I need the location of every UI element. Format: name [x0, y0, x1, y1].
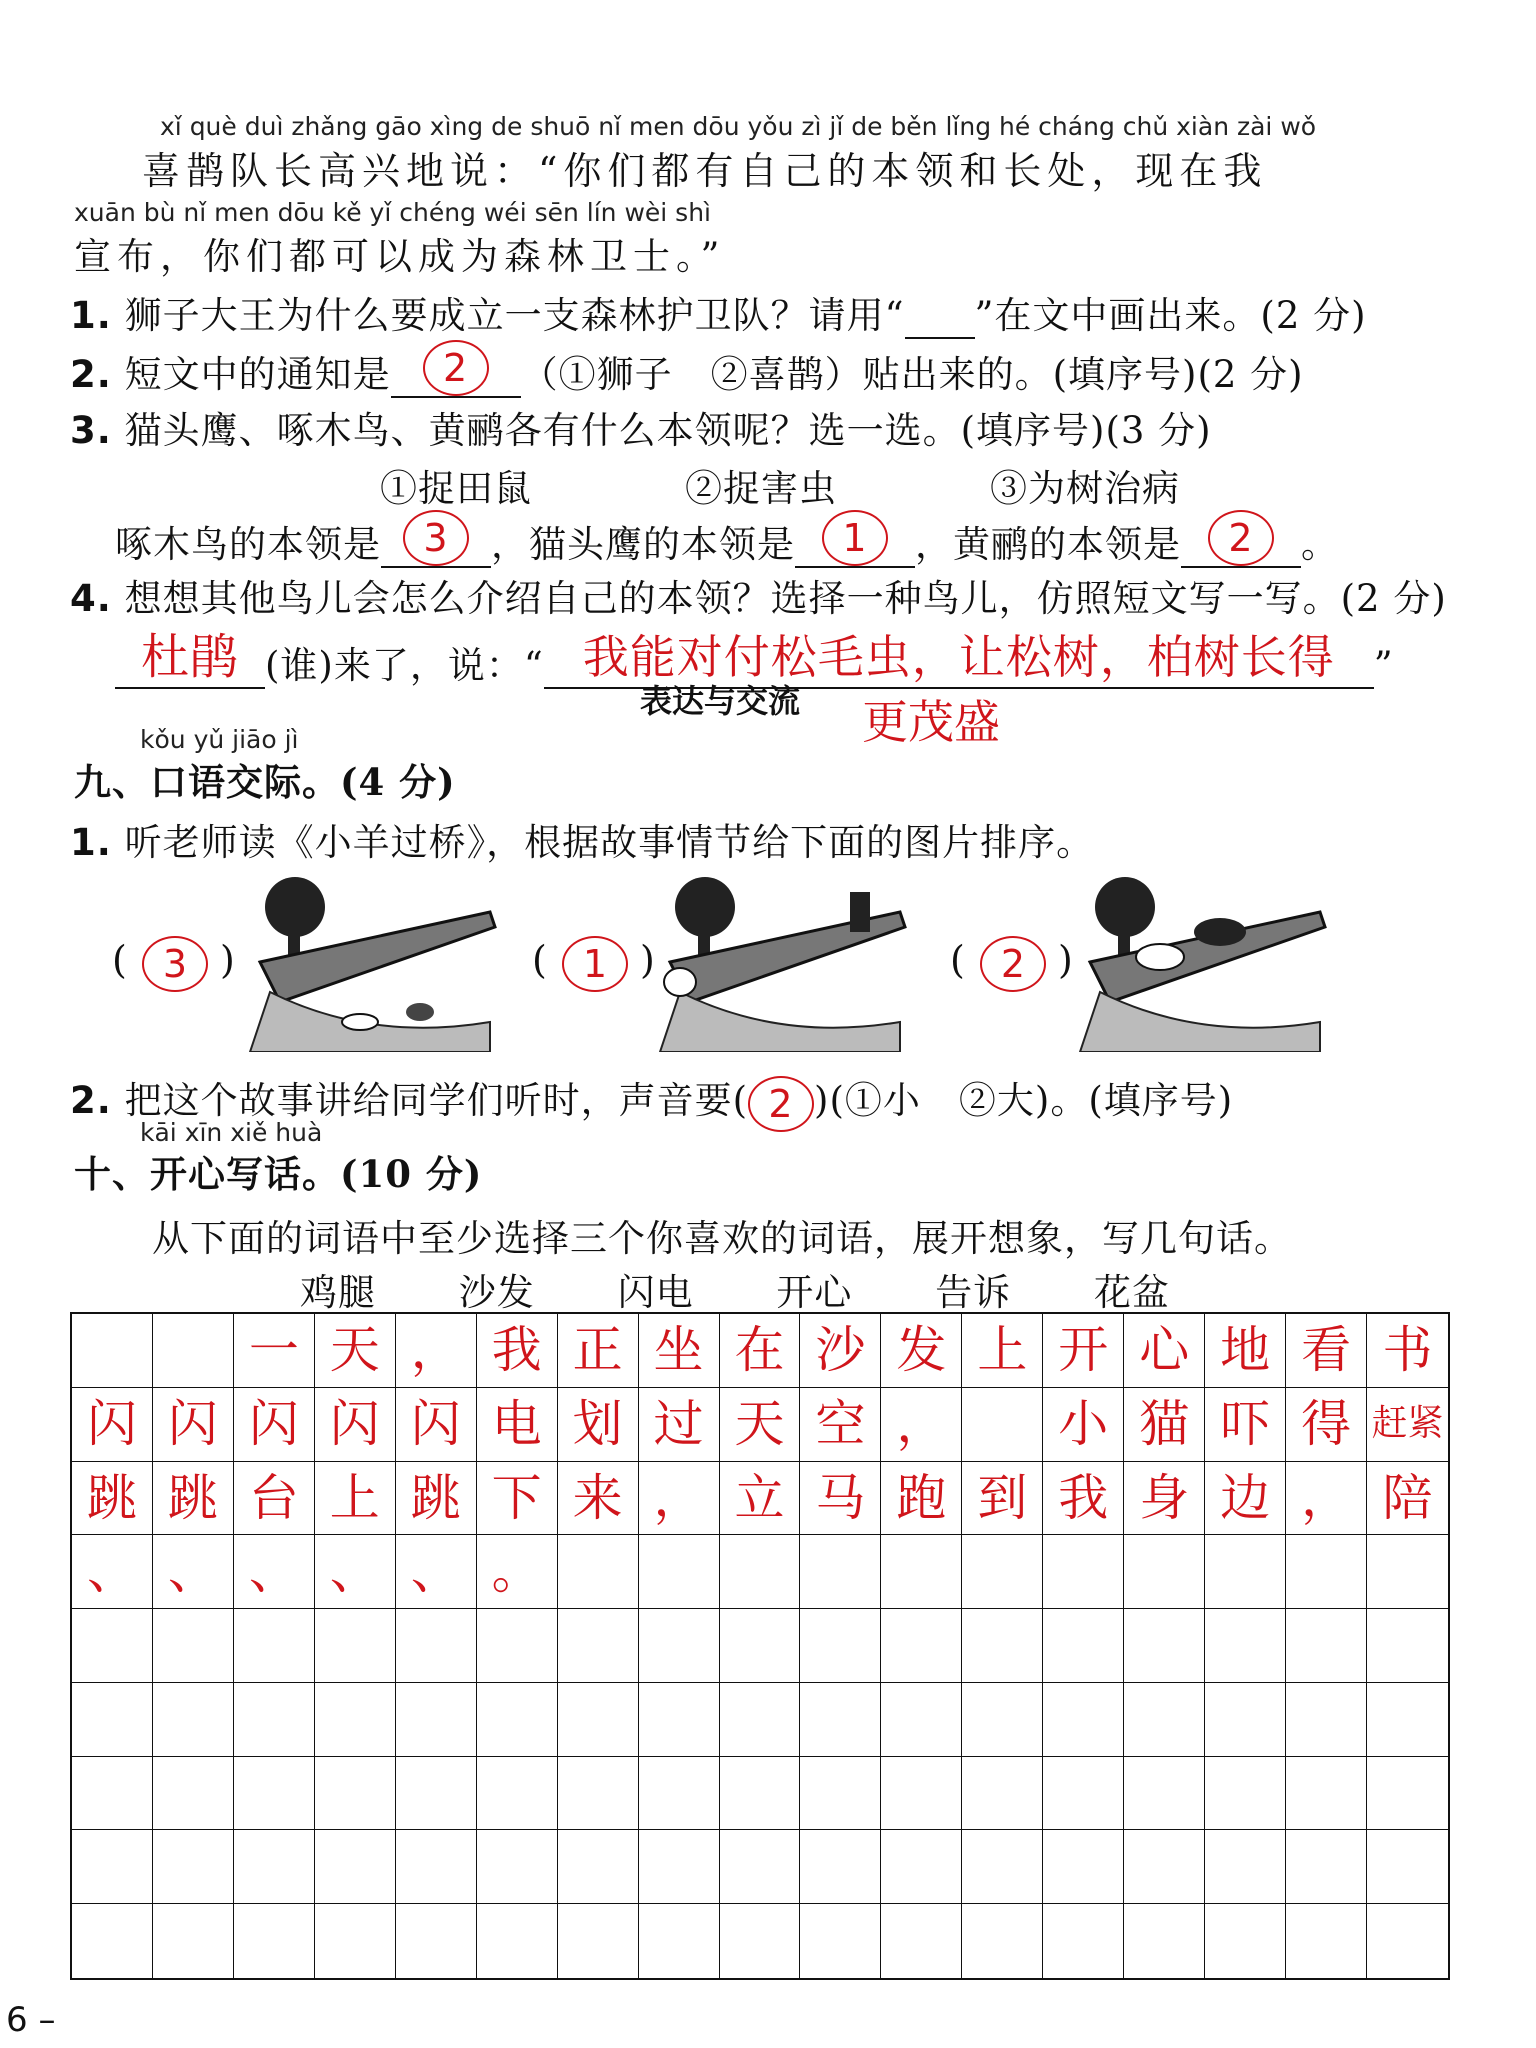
s10-word-list — [300, 1262, 1170, 1316]
grid-cell[interactable]: 跳 — [72, 1462, 153, 1536]
grid-cell[interactable] — [962, 1757, 1043, 1831]
grid-cell[interactable] — [1124, 1904, 1205, 1978]
word-5: 告诉 — [935, 1271, 1012, 1314]
q2-answer-blank — [391, 340, 521, 398]
grid-cell[interactable] — [639, 1757, 720, 1831]
grid-cell[interactable] — [315, 1609, 396, 1683]
grid-cell[interactable] — [1043, 1535, 1124, 1609]
q3-blank-c — [1181, 510, 1301, 568]
grid-cell[interactable] — [396, 1830, 477, 1904]
grid-cell[interactable] — [153, 1683, 234, 1757]
question-2 — [70, 340, 1304, 398]
grid-cell[interactable]: 在 — [720, 1314, 801, 1388]
q3-blank-a — [381, 510, 491, 568]
q3-answer-b: 1 — [822, 510, 888, 566]
q3-fill-b: ，猫头鹰的本领是 — [491, 523, 795, 566]
grid-cell[interactable] — [396, 1683, 477, 1757]
grid-cell[interactable] — [1043, 1904, 1124, 1978]
grid-cell[interactable] — [477, 1757, 558, 1831]
s9-q2-text-b: )(①小 ②大)。(填序号) — [814, 1079, 1234, 1122]
grid-cell[interactable]: 天 — [315, 1314, 396, 1388]
word-2: 沙发 — [458, 1271, 535, 1314]
grid-cell[interactable] — [153, 1314, 234, 1388]
q2-number: 2. — [70, 353, 112, 396]
grid-cell[interactable] — [315, 1904, 396, 1978]
grid-cell[interactable] — [881, 1757, 962, 1831]
grid-cell[interactable] — [72, 1609, 153, 1683]
grid-cell[interactable] — [962, 1830, 1043, 1904]
picture-1-answer: 3 — [142, 936, 208, 992]
grid-cell[interactable] — [1205, 1757, 1286, 1831]
grid-cell[interactable] — [1286, 1830, 1367, 1904]
word-4: 开心 — [776, 1271, 853, 1314]
grid-cell[interactable]: ， — [1286, 1462, 1367, 1536]
grid-cell[interactable] — [800, 1830, 881, 1904]
grid-cell[interactable] — [1367, 1904, 1448, 1978]
q3-option-1: ①捉田鼠 — [380, 467, 532, 510]
q3-options — [380, 458, 1180, 512]
grid-cell[interactable]: 猫 — [1124, 1388, 1205, 1462]
q4-number: 4. — [70, 577, 112, 620]
grid-cell[interactable] — [639, 1609, 720, 1683]
grid-cell[interactable]: 身 — [1124, 1462, 1205, 1536]
grid-cell[interactable]: 得 — [1286, 1388, 1367, 1462]
question-4 — [70, 568, 1447, 622]
s9-q2-number: 2. — [70, 1079, 112, 1122]
grid-cell[interactable] — [800, 1609, 881, 1683]
sheep-bridge-illustration-2 — [650, 872, 910, 1052]
q3-number: 3. — [70, 409, 112, 452]
s10-instruction: 从下面的词语中至少选择三个你喜欢的词语，展开想象，写几句话。 — [152, 1217, 1292, 1260]
grid-cell[interactable]: 赶紧 — [1367, 1388, 1448, 1462]
grid-cell[interactable] — [962, 1609, 1043, 1683]
q4-bird: 杜鹃 — [115, 618, 265, 689]
grid-cell[interactable] — [477, 1830, 558, 1904]
grid-cell[interactable] — [1205, 1830, 1286, 1904]
picture-3-answer: 2 — [980, 936, 1046, 992]
grid-cell[interactable] — [558, 1535, 639, 1609]
grid-cell[interactable] — [800, 1535, 881, 1609]
q4-text: 想想其他鸟儿会怎么介绍自己的本领？选择一种鸟儿，仿照短文写一写。(2 分) — [124, 577, 1447, 620]
grid-cell[interactable] — [881, 1830, 962, 1904]
grid-cell[interactable] — [881, 1904, 962, 1978]
grid-cell[interactable]: 跳 — [153, 1462, 234, 1536]
grid-cell[interactable] — [639, 1830, 720, 1904]
grid-cell[interactable]: 下 — [477, 1462, 558, 1536]
grid-cell[interactable]: 划 — [558, 1388, 639, 1462]
s9-title: 九、口语交际。(4 分) — [74, 760, 456, 804]
passage-pinyin-1: xǐ què duì zhǎng gāo xìng de shuō nǐ men dōu yǒu zì jǐ de běn lǐng hé cháng chǔ xiàn zài wǒ — [160, 112, 1317, 141]
grid-cell[interactable]: 、 — [72, 1535, 153, 1609]
grid-cell[interactable]: 小 — [1043, 1388, 1124, 1462]
question-3 — [70, 400, 1212, 454]
grid-cell[interactable] — [639, 1904, 720, 1978]
grid-cell[interactable] — [881, 1683, 962, 1757]
grid-cell[interactable]: 、 — [396, 1535, 477, 1609]
q3-answer-a: 3 — [403, 510, 469, 566]
grid-cell[interactable] — [72, 1683, 153, 1757]
grid-cell[interactable] — [558, 1757, 639, 1831]
grid-cell[interactable]: 闪 — [315, 1388, 396, 1462]
grid-cell[interactable]: 吓 — [1205, 1388, 1286, 1462]
grid-cell[interactable] — [1367, 1535, 1448, 1609]
passage-text-2: 宣布，你们都可以成为森林卫士。” — [74, 235, 726, 278]
grid-cell[interactable]: 闪 — [153, 1388, 234, 1462]
q1-text-a: 狮子大王为什么要成立一支森林护卫队？请用“ — [124, 294, 905, 337]
q4-answer: 我能对付松毛虫，让松树，柏树长得 — [544, 621, 1374, 689]
grid-cell[interactable]: 地 — [1205, 1314, 1286, 1388]
grid-cell[interactable]: 过 — [639, 1388, 720, 1462]
grid-cell[interactable] — [315, 1683, 396, 1757]
grid-cell[interactable] — [558, 1904, 639, 1978]
q4-mid: (谁)来了，说：“ — [265, 644, 544, 687]
grid-cell[interactable] — [315, 1830, 396, 1904]
grid-cell[interactable]: 坐 — [639, 1314, 720, 1388]
grid-cell[interactable] — [720, 1609, 801, 1683]
s10-title: 十、开心写话。(10 分) — [74, 1152, 483, 1196]
grid-cell[interactable]: 、 — [234, 1535, 315, 1609]
grid-cell[interactable] — [720, 1757, 801, 1831]
grid-cell[interactable]: 沙 — [800, 1314, 881, 1388]
grid-cell[interactable]: 边 — [1205, 1462, 1286, 1536]
grid-cell[interactable] — [315, 1757, 396, 1831]
grid-cell[interactable] — [558, 1609, 639, 1683]
grid-cell[interactable]: 。 — [477, 1535, 558, 1609]
grid-cell[interactable] — [1205, 1535, 1286, 1609]
q3-answer-c: 2 — [1208, 510, 1274, 566]
grid-cell[interactable] — [1043, 1683, 1124, 1757]
q1-blank — [905, 294, 975, 339]
s9-question-1 — [70, 812, 1094, 866]
grid-cell[interactable]: 天 — [720, 1388, 801, 1462]
grid-cell[interactable] — [881, 1535, 962, 1609]
s9-q1-text: 听老师读《小羊过桥》，根据故事情节给下面的图片排序。 — [124, 821, 1095, 864]
grid-cell[interactable] — [153, 1904, 234, 1978]
grid-cell[interactable] — [720, 1683, 801, 1757]
grid-cell[interactable]: 一 — [234, 1314, 315, 1388]
grid-cell[interactable] — [1367, 1830, 1448, 1904]
q1-number: 1. — [70, 294, 112, 337]
grid-cell[interactable] — [234, 1683, 315, 1757]
grid-cell[interactable] — [1286, 1609, 1367, 1683]
grid-cell[interactable]: 闪 — [72, 1388, 153, 1462]
grid-cell[interactable] — [1043, 1757, 1124, 1831]
word-6: 花盆 — [1093, 1271, 1170, 1314]
grid-cell[interactable] — [396, 1904, 477, 1978]
grid-cell[interactable]: 我 — [1043, 1462, 1124, 1536]
sheep-bridge-illustration-3 — [1070, 872, 1330, 1052]
word-3: 闪电 — [617, 1271, 694, 1314]
grid-cell[interactable]: 空 — [800, 1388, 881, 1462]
grid-cell[interactable] — [396, 1757, 477, 1831]
grid-cell[interactable] — [800, 1904, 881, 1978]
s9-q1-number: 1. — [70, 821, 112, 864]
grid-cell[interactable] — [477, 1683, 558, 1757]
grid-cell[interactable] — [1286, 1904, 1367, 1978]
grid-cell[interactable]: 闪 — [234, 1388, 315, 1462]
grid-cell[interactable] — [1124, 1757, 1205, 1831]
grid-cell[interactable]: 陪 — [1367, 1462, 1448, 1536]
grid-cell[interactable]: 发 — [881, 1314, 962, 1388]
grid-cell[interactable] — [1043, 1609, 1124, 1683]
s9-q2-text-a: 把这个故事讲给同学们听时，声音要( — [124, 1079, 749, 1122]
grid-cell[interactable]: ， — [881, 1388, 962, 1462]
question-1 — [70, 285, 1367, 339]
grid-cell[interactable]: 看 — [1286, 1314, 1367, 1388]
grid-cell[interactable] — [477, 1609, 558, 1683]
grid-cell[interactable] — [720, 1904, 801, 1978]
q3-fill-a: 啄木鸟的本领是 — [115, 523, 381, 566]
grid-cell[interactable]: 书 — [1367, 1314, 1448, 1388]
grid-cell[interactable] — [1286, 1757, 1367, 1831]
grid-cell[interactable]: 立 — [720, 1462, 801, 1536]
q2-text-a: 短文中的通知是 — [124, 353, 391, 396]
grid-cell[interactable] — [234, 1609, 315, 1683]
grid-cell[interactable]: 台 — [234, 1462, 315, 1536]
q2-answer: 2 — [423, 340, 489, 396]
passage-pinyin-2: xuān bù nǐ men dōu kě yǐ chéng wéi sēn lín wèi shì — [74, 198, 711, 227]
grid-cell[interactable] — [962, 1388, 1043, 1462]
grid-cell[interactable] — [558, 1830, 639, 1904]
grid-cell[interactable]: 心 — [1124, 1314, 1205, 1388]
picture-2-answer: 1 — [562, 936, 628, 992]
grid-cell[interactable] — [639, 1535, 720, 1609]
grid-cell[interactable] — [72, 1830, 153, 1904]
s10-pinyin: kāi xīn xiě huà — [140, 1118, 323, 1147]
grid-cell[interactable] — [1286, 1683, 1367, 1757]
grid-cell[interactable] — [1286, 1535, 1367, 1609]
sheep-bridge-illustration-1 — [240, 872, 500, 1052]
grid-cell[interactable] — [234, 1904, 315, 1978]
q4-answer-continued: 更茂盛 — [862, 695, 1000, 749]
grid-cell[interactable] — [72, 1757, 153, 1831]
section-title: 表达与交流 — [640, 682, 801, 720]
passage-text-1: 喜鹊队长高兴地说：“你们都有自己的本领和长处，现在我 — [142, 149, 1268, 193]
q3-blank-b — [795, 510, 915, 568]
grid-cell[interactable] — [1205, 1904, 1286, 1978]
grid-cell[interactable]: 闪 — [396, 1388, 477, 1462]
grid-cell[interactable] — [962, 1904, 1043, 1978]
q3-fill-line — [115, 510, 1339, 568]
s9-q2-answer: 2 — [748, 1076, 814, 1132]
grid-cell[interactable] — [720, 1830, 801, 1904]
grid-cell[interactable] — [1205, 1609, 1286, 1683]
q1-text-b: ”在文中画出来。(2 分) — [974, 294, 1367, 337]
grid-cell[interactable]: 上 — [962, 1314, 1043, 1388]
grid-cell[interactable] — [1367, 1609, 1448, 1683]
q3-fill-c: ，黄鹂的本领是 — [915, 523, 1181, 566]
q3-end: 。 — [1301, 523, 1339, 566]
grid-cell[interactable] — [1124, 1535, 1205, 1609]
q4-end: ” — [1373, 644, 1394, 687]
grid-cell[interactable]: 、 — [315, 1535, 396, 1609]
grid-cell[interactable] — [153, 1757, 234, 1831]
grid-cell[interactable] — [1124, 1609, 1205, 1683]
grid-cell[interactable]: 我 — [477, 1314, 558, 1388]
q3-text: 猫头鹰、啄木鸟、黄鹂各有什么本领呢？选一选。(填序号)(3 分) — [124, 409, 1212, 452]
grid-cell[interactable] — [72, 1314, 153, 1388]
grid-cell[interactable]: 开 — [1043, 1314, 1124, 1388]
q3-option-3: ③为树治病 — [990, 467, 1180, 510]
grid-cell[interactable] — [72, 1904, 153, 1978]
writing-grid[interactable] — [70, 1312, 1450, 1980]
grid-cell[interactable] — [234, 1757, 315, 1831]
grid-cell[interactable]: 到 — [962, 1462, 1043, 1536]
grid-cell[interactable] — [1124, 1830, 1205, 1904]
grid-cell[interactable] — [234, 1830, 315, 1904]
page-number: 6 – — [6, 2000, 56, 2040]
grid-cell[interactable] — [800, 1757, 881, 1831]
grid-cell[interactable] — [153, 1609, 234, 1683]
grid-cell[interactable]: 、 — [153, 1535, 234, 1609]
grid-cell[interactable]: 来 — [558, 1462, 639, 1536]
grid-cell[interactable] — [1367, 1757, 1448, 1831]
grid-cell[interactable] — [1043, 1830, 1124, 1904]
grid-cell[interactable]: 电 — [477, 1388, 558, 1462]
q3-option-2: ②捉害虫 — [685, 467, 837, 510]
grid-cell[interactable] — [962, 1683, 1043, 1757]
word-1: 鸡腿 — [300, 1271, 376, 1314]
grid-cell[interactable] — [800, 1683, 881, 1757]
grid-cell[interactable] — [477, 1904, 558, 1978]
grid-cell[interactable] — [1367, 1683, 1448, 1757]
grid-cell[interactable] — [1124, 1683, 1205, 1757]
s9-pinyin: kǒu yǔ jiāo jì — [140, 725, 299, 754]
grid-cell[interactable]: 上 — [315, 1462, 396, 1536]
grid-cell[interactable] — [153, 1830, 234, 1904]
grid-cell[interactable]: ， — [639, 1462, 720, 1536]
grid-cell[interactable]: 跑 — [881, 1462, 962, 1536]
grid-cell[interactable] — [639, 1683, 720, 1757]
grid-cell[interactable] — [558, 1683, 639, 1757]
q2-text-b: （①狮子 ②喜鹊）贴出来的。(填序号)(2 分) — [520, 353, 1304, 396]
grid-cell[interactable] — [396, 1609, 477, 1683]
grid-cell[interactable]: ， — [396, 1314, 477, 1388]
grid-cell[interactable] — [720, 1535, 801, 1609]
grid-cell[interactable] — [881, 1609, 962, 1683]
grid-cell[interactable]: 跳 — [396, 1462, 477, 1536]
grid-cell[interactable]: 马 — [800, 1462, 881, 1536]
grid-cell[interactable]: 正 — [558, 1314, 639, 1388]
grid-cell[interactable] — [1205, 1683, 1286, 1757]
grid-cell[interactable] — [962, 1535, 1043, 1609]
